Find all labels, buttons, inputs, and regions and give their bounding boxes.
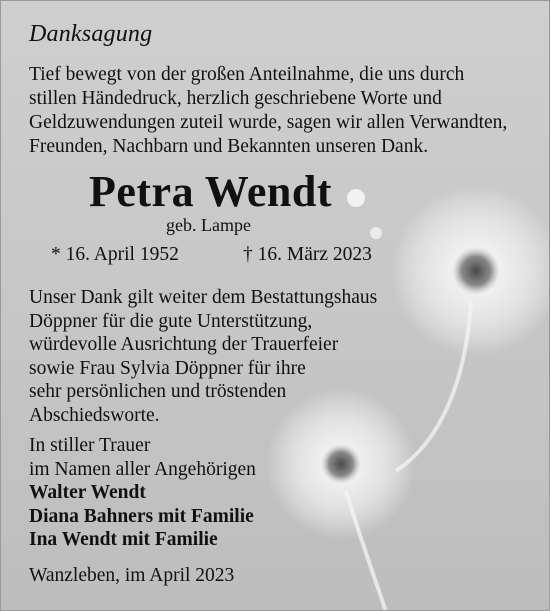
mourning-block [29, 434, 389, 552]
mourner-name: Walter Wendt [29, 482, 146, 504]
intro-line: Freunden, Nachbarn und Bekannten unseren Dank. [29, 136, 429, 157]
thanks-line: sehr persönlichen und tröstenden [29, 381, 287, 403]
intro-line: stillen Händedruck, herzlich geschriebene Worte und [29, 88, 442, 109]
heading: Danksagung [29, 21, 153, 47]
place-date: Wanzleben, im April 2023 [29, 565, 235, 586]
mourning-line: im Namen aller Angehörigen [29, 458, 256, 480]
birth-date: * 16. April 1952 [51, 244, 179, 265]
thanks-line: Döppner für die gute Unterstützung, [29, 310, 313, 332]
intro-line: Geldzuwendungen zuteil wurde, sagen wir allen Verwandten, [29, 112, 508, 133]
birth-name: geb. Lampe [166, 215, 251, 235]
thanks-line: Abschiedsworte. [29, 404, 160, 426]
mourner-name: Diana Bahners mit Familie [29, 505, 254, 527]
thanks-line: sowie Frau Sylvia Döppner für ihre [29, 357, 306, 379]
thanks-line: Unser Dank gilt weiter dem Bestattungshaus [29, 287, 378, 308]
mourning-line: In stiller Trauer [29, 435, 151, 456]
deceased-name: Petra Wendt [89, 167, 332, 216]
thanks-line: würdevolle Ausrichtung der Trauerfeier [29, 334, 339, 356]
intro-line: Tief bewegt von der großen Anteilnahme, die uns durch [29, 64, 465, 85]
intro-text [29, 63, 539, 159]
mourner-name: Ina Wendt mit Familie [29, 529, 218, 551]
death-date: † 16. März 2023 [243, 244, 372, 265]
thanks-text [29, 286, 389, 428]
